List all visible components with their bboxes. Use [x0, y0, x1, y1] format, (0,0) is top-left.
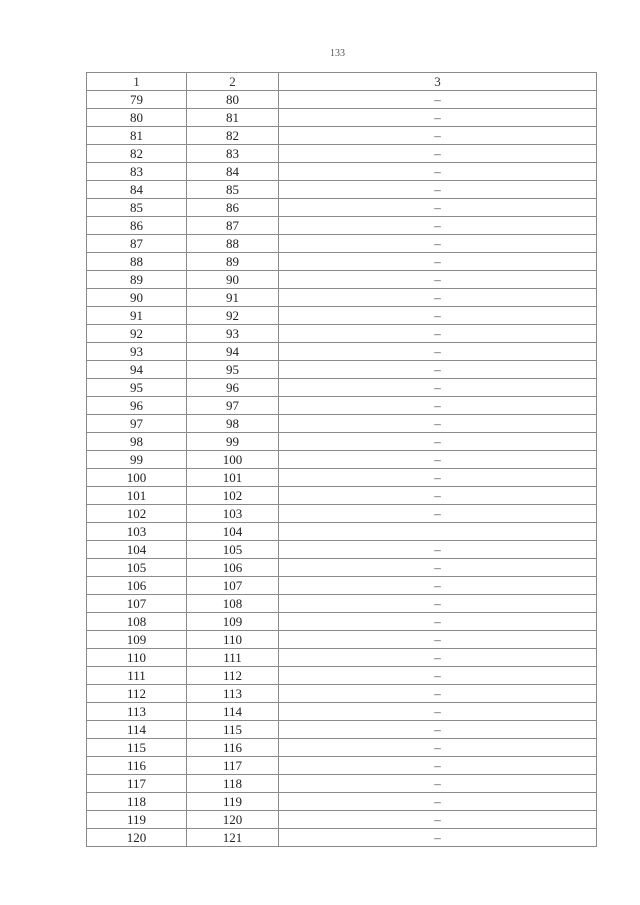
table-cell-col3: – — [279, 487, 597, 505]
table-row — [87, 559, 597, 577]
table-cell-col2: 86 — [187, 199, 279, 217]
table-row — [87, 541, 597, 559]
table-cell-col1: 118 — [87, 793, 187, 811]
table-cell-col1: 102 — [87, 505, 187, 523]
table-cell-col3: – — [279, 829, 597, 847]
table-cell-col3 — [279, 523, 597, 541]
table-cell-col1: 107 — [87, 595, 187, 613]
table-cell-col2: 117 — [187, 757, 279, 775]
table-cell-col2: 115 — [187, 721, 279, 739]
table-row — [87, 397, 597, 415]
table-cell-col2: 87 — [187, 217, 279, 235]
table-cell-col3: – — [279, 127, 597, 145]
table-row — [87, 505, 597, 523]
table-cell-col2: 101 — [187, 469, 279, 487]
table-cell-col1: 109 — [87, 631, 187, 649]
table-cell-col3: – — [279, 793, 597, 811]
table-cell-col3: – — [279, 613, 597, 631]
table-cell-col3: – — [279, 145, 597, 163]
table-cell-col3: – — [279, 451, 597, 469]
table-row — [87, 577, 597, 595]
table-cell-col3: – — [279, 469, 597, 487]
table-cell-col3: – — [279, 397, 597, 415]
table-cell-col1: 82 — [87, 145, 187, 163]
table-cell-col2: 92 — [187, 307, 279, 325]
table-cell-col1: 95 — [87, 379, 187, 397]
table-cell-col1: 104 — [87, 541, 187, 559]
table-cell-col3: – — [279, 739, 597, 757]
table-cell-col1: 99 — [87, 451, 187, 469]
table-cell-col1: 103 — [87, 523, 187, 541]
table-cell-col1: 86 — [87, 217, 187, 235]
table-cell-col3: – — [279, 181, 597, 199]
table-cell-col1: 115 — [87, 739, 187, 757]
table-cell-col2: 89 — [187, 253, 279, 271]
table-cell-col3: – — [279, 721, 597, 739]
table-row — [87, 307, 597, 325]
table-row — [87, 433, 597, 451]
table-cell-col1: 90 — [87, 289, 187, 307]
table-cell-col3: – — [279, 631, 597, 649]
table-cell-col2: 100 — [187, 451, 279, 469]
table-cell-col3: – — [279, 343, 597, 361]
table-row — [87, 271, 597, 289]
table-row — [87, 217, 597, 235]
table-cell-col1: 100 — [87, 469, 187, 487]
table-cell-col1: 88 — [87, 253, 187, 271]
table-cell-col2: 82 — [187, 127, 279, 145]
table-cell-col1: 87 — [87, 235, 187, 253]
table-cell-col3: – — [279, 649, 597, 667]
table-cell-col3: – — [279, 379, 597, 397]
table-cell-col2: 119 — [187, 793, 279, 811]
table-cell-col2: 120 — [187, 811, 279, 829]
table-row — [87, 613, 597, 631]
table-row — [87, 631, 597, 649]
table-cell-col1: 113 — [87, 703, 187, 721]
table-cell-col3: – — [279, 433, 597, 451]
table-cell-col2: 88 — [187, 235, 279, 253]
table-cell-col1: 110 — [87, 649, 187, 667]
table-cell-col3: – — [279, 253, 597, 271]
table-cell-col1: 94 — [87, 361, 187, 379]
table-cell-col1: 117 — [87, 775, 187, 793]
table-row — [87, 91, 597, 109]
table-cell-col2: 102 — [187, 487, 279, 505]
table-row — [87, 325, 597, 343]
table-header-row — [87, 73, 597, 91]
table-cell-col3: – — [279, 271, 597, 289]
table-cell-col3: – — [279, 235, 597, 253]
table-row — [87, 127, 597, 145]
table-cell-col2: 99 — [187, 433, 279, 451]
table-cell-col2: 81 — [187, 109, 279, 127]
table-cell-col2: 110 — [187, 631, 279, 649]
table-cell-col1: 91 — [87, 307, 187, 325]
table-cell-col2: 121 — [187, 829, 279, 847]
table-cell-col1: 101 — [87, 487, 187, 505]
table-row — [87, 343, 597, 361]
data-table-container — [86, 72, 596, 847]
table-cell-col2: 116 — [187, 739, 279, 757]
table-row — [87, 289, 597, 307]
table-cell-col1: 97 — [87, 415, 187, 433]
table-cell-col3: – — [279, 505, 597, 523]
table-cell-col2: 95 — [187, 361, 279, 379]
table-cell-col3: – — [279, 163, 597, 181]
table-cell-col3: – — [279, 109, 597, 127]
table-cell-col2: 83 — [187, 145, 279, 163]
table-cell-col1: 92 — [87, 325, 187, 343]
table-row — [87, 649, 597, 667]
table-row — [87, 379, 597, 397]
column-header-3: 3 — [279, 73, 597, 91]
table-cell-col2: 96 — [187, 379, 279, 397]
table-row — [87, 451, 597, 469]
table-row — [87, 667, 597, 685]
table-cell-col1: 89 — [87, 271, 187, 289]
table-cell-col3: – — [279, 757, 597, 775]
table-cell-col1: 84 — [87, 181, 187, 199]
table-cell-col3: – — [279, 307, 597, 325]
table-cell-col3: – — [279, 775, 597, 793]
table-row — [87, 757, 597, 775]
column-header-1: 1 — [87, 73, 187, 91]
table-row — [87, 145, 597, 163]
table-cell-col1: 105 — [87, 559, 187, 577]
table-cell-col2: 98 — [187, 415, 279, 433]
table-cell-col1: 83 — [87, 163, 187, 181]
table-cell-col2: 118 — [187, 775, 279, 793]
table-cell-col2: 107 — [187, 577, 279, 595]
table-cell-col1: 116 — [87, 757, 187, 775]
table-cell-col1: 93 — [87, 343, 187, 361]
table-cell-col2: 108 — [187, 595, 279, 613]
table-cell-col1: 81 — [87, 127, 187, 145]
table-row — [87, 181, 597, 199]
table-cell-col2: 109 — [187, 613, 279, 631]
table-cell-col1: 119 — [87, 811, 187, 829]
table-cell-col3: – — [279, 361, 597, 379]
table-cell-col2: 93 — [187, 325, 279, 343]
table-row — [87, 109, 597, 127]
table-body — [87, 91, 597, 847]
table-row — [87, 163, 597, 181]
table-cell-col2: 112 — [187, 667, 279, 685]
table-row — [87, 415, 597, 433]
table-cell-col1: 98 — [87, 433, 187, 451]
table-cell-col3: – — [279, 541, 597, 559]
table-cell-col2: 94 — [187, 343, 279, 361]
table-row — [87, 829, 597, 847]
table-row — [87, 253, 597, 271]
table-cell-col3: – — [279, 559, 597, 577]
table-cell-col2: 80 — [187, 91, 279, 109]
table-cell-col3: – — [279, 595, 597, 613]
table-row — [87, 199, 597, 217]
table-cell-col3: – — [279, 811, 597, 829]
table-cell-col2: 90 — [187, 271, 279, 289]
table-cell-col2: 106 — [187, 559, 279, 577]
table-cell-col2: 104 — [187, 523, 279, 541]
table-cell-col3: – — [279, 703, 597, 721]
table-cell-col2: 91 — [187, 289, 279, 307]
table-cell-col3: – — [279, 325, 597, 343]
table-cell-col2: 85 — [187, 181, 279, 199]
table-cell-col1: 108 — [87, 613, 187, 631]
table-cell-col2: 113 — [187, 685, 279, 703]
table-cell-col2: 84 — [187, 163, 279, 181]
table-cell-col2: 103 — [187, 505, 279, 523]
table-cell-col1: 114 — [87, 721, 187, 739]
table-cell-col1: 79 — [87, 91, 187, 109]
table-row — [87, 361, 597, 379]
table-cell-col2: 97 — [187, 397, 279, 415]
table-row — [87, 739, 597, 757]
table-cell-col1: 96 — [87, 397, 187, 415]
data-table — [86, 72, 597, 847]
table-row — [87, 775, 597, 793]
table-cell-col3: – — [279, 199, 597, 217]
column-header-2: 2 — [187, 73, 279, 91]
table-cell-col1: 106 — [87, 577, 187, 595]
table-cell-col1: 111 — [87, 667, 187, 685]
page-number: 133 — [330, 48, 345, 59]
table-cell-col3: – — [279, 91, 597, 109]
table-row — [87, 523, 597, 541]
table-cell-col3: – — [279, 685, 597, 703]
table-cell-col3: – — [279, 289, 597, 307]
table-cell-col2: 105 — [187, 541, 279, 559]
table-cell-col1: 80 — [87, 109, 187, 127]
table-cell-col1: 85 — [87, 199, 187, 217]
table-row — [87, 793, 597, 811]
table-cell-col3: – — [279, 667, 597, 685]
table-cell-col1: 112 — [87, 685, 187, 703]
table-row — [87, 685, 597, 703]
table-row — [87, 721, 597, 739]
table-cell-col3: – — [279, 415, 597, 433]
table-row — [87, 703, 597, 721]
table-row — [87, 487, 597, 505]
table-cell-col1: 120 — [87, 829, 187, 847]
table-row — [87, 595, 597, 613]
table-cell-col2: 111 — [187, 649, 279, 667]
table-row — [87, 811, 597, 829]
table-row — [87, 235, 597, 253]
table-cell-col3: – — [279, 217, 597, 235]
table-cell-col3: – — [279, 577, 597, 595]
table-cell-col2: 114 — [187, 703, 279, 721]
table-row — [87, 469, 597, 487]
